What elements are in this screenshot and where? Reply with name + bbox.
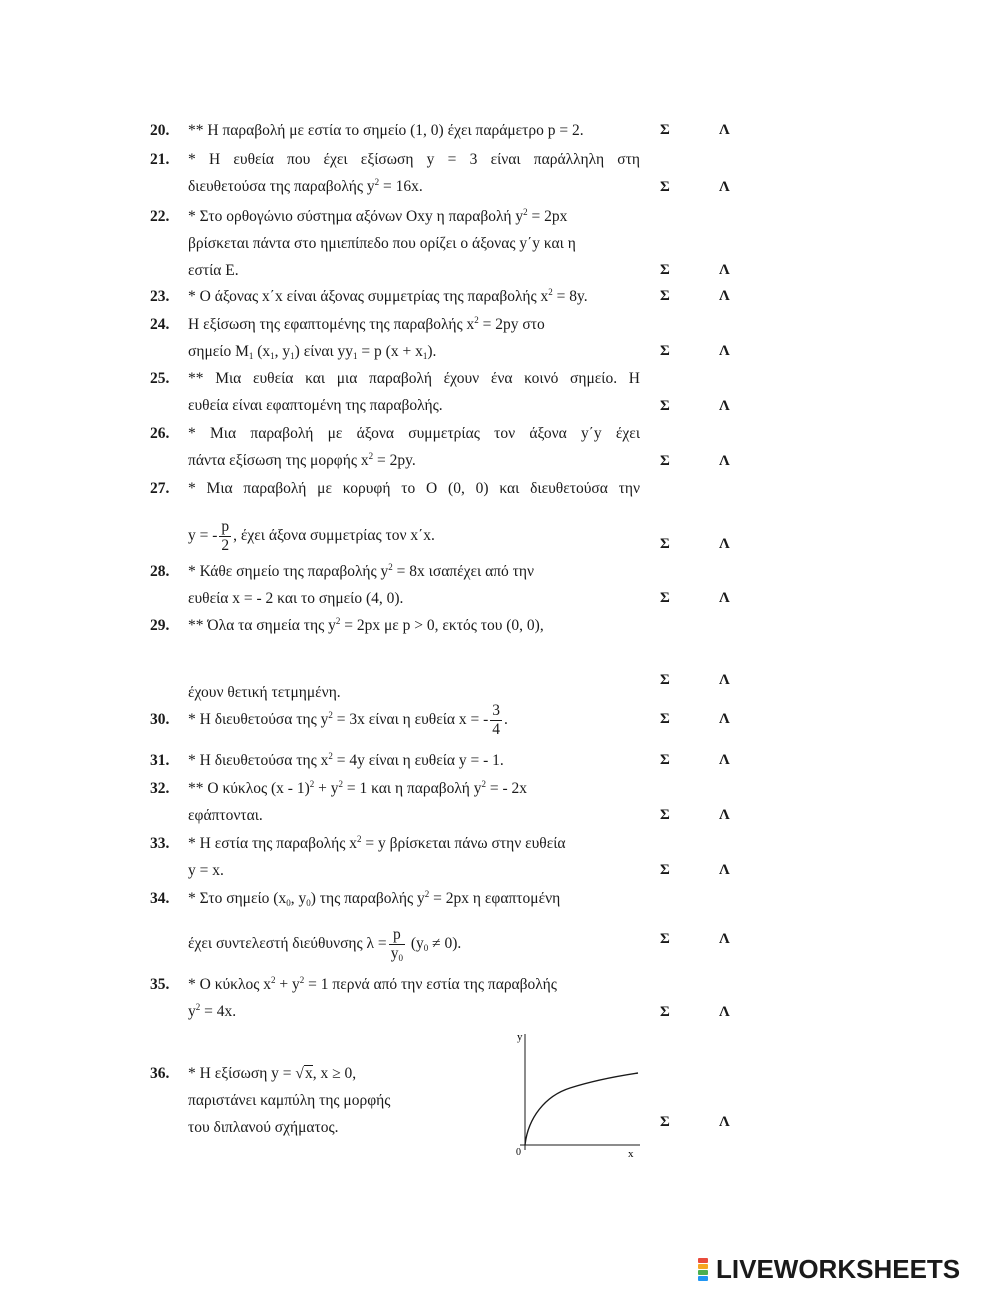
exponent: 2 (368, 451, 374, 461)
false-option-31[interactable]: Λ (719, 752, 730, 768)
true-option-27[interactable]: Σ (660, 536, 670, 552)
question-number: 30. (150, 711, 170, 728)
question-text: ** Η παραβολή με εστία το σημείο (1, 0) έχει παράμετρο p = 2. (188, 122, 584, 139)
question-text: ** Ο κύκλος (x - 1) (188, 780, 310, 797)
question-text: * Ο κύκλος x (188, 976, 272, 993)
question-text: * Η διευθετούσα της y (188, 711, 329, 728)
question-text: * Κάθε σημείο της παραβολής y (188, 563, 389, 580)
question-number: 22. (150, 208, 170, 225)
fraction (389, 926, 405, 963)
question-text: + y (314, 780, 339, 797)
false-option-21[interactable]: Λ (719, 179, 730, 195)
question-text-line: * Μια παραβολή με άξονα συμμετρίας τον άξονα y΄y έχει (188, 425, 640, 442)
question-text-line: * Η ευθεία που έχει εξίσωση y = 3 είναι παράλληλη στη (188, 151, 640, 168)
question-text: = 8x ισαπέχει από την (392, 563, 534, 580)
exponent: 2 (328, 710, 333, 720)
true-option-29[interactable]: Σ (660, 672, 670, 688)
subscript: 1 (270, 351, 275, 361)
question-text: = y βρίσκεται πάνω στην ευθεία (361, 835, 566, 852)
true-option-23[interactable]: Σ (660, 288, 670, 304)
question-text: πάντα εξίσωση της μορφής x (188, 452, 369, 469)
fraction-denominator-text: y (390, 944, 399, 962)
question-text: = 2py στο (478, 316, 545, 333)
false-option-24[interactable]: Λ (719, 343, 730, 359)
exponent: 2 (523, 207, 528, 217)
exponent: 2 (271, 975, 276, 985)
false-option-27[interactable]: Λ (719, 536, 730, 552)
exponent: 2 (481, 779, 487, 789)
question-text: * Στο ορθογώνιο σύστημα αξόνων Oxy η παραβολή y (188, 208, 524, 225)
true-option-22[interactable]: Σ (660, 262, 670, 278)
false-option-26[interactable]: Λ (719, 453, 730, 469)
question-text: = 2py. (373, 452, 416, 469)
exponent: 2 (335, 616, 341, 626)
false-option-34[interactable]: Λ (719, 931, 730, 947)
exponent: 2 (328, 751, 333, 761)
question-text-line: εστία Ε. (188, 262, 239, 279)
exponent: 2 (309, 779, 315, 789)
fraction-denominator: 2 (221, 536, 230, 554)
question-text: ) είναι yy (294, 343, 354, 360)
true-option-31[interactable]: Σ (660, 752, 670, 768)
question-text: * Η εστία της παραβολής x (188, 835, 357, 852)
question-text-line: εφάπτονται. (188, 807, 263, 824)
subscript: 0 (286, 898, 291, 908)
question-text: = 16x. (379, 178, 423, 195)
question-number: 31. (150, 752, 170, 769)
false-option-22[interactable]: Λ (719, 262, 730, 278)
true-option-26[interactable]: Σ (660, 453, 670, 469)
subscript: 1 (422, 351, 428, 361)
sqrt-graph (500, 1028, 650, 1158)
true-option-30[interactable]: Σ (660, 711, 670, 727)
exponent: 2 (548, 287, 553, 297)
question-number: 28. (150, 563, 170, 580)
true-option-35[interactable]: Σ (660, 1004, 670, 1020)
exponent: 2 (424, 889, 430, 899)
exponent: 2 (195, 1002, 201, 1012)
fraction-numerator: 3 (492, 701, 501, 719)
question-text: * Η εξίσωση y = (188, 1065, 292, 1082)
true-option-28[interactable]: Σ (660, 590, 670, 606)
question-text: , έχει άξονα συμμετρίας τον x΄x. (233, 527, 435, 544)
fraction-numerator: p (389, 926, 405, 945)
question-text: (x (253, 343, 271, 360)
question-text: = 2px (527, 208, 568, 225)
question-number: 36. (150, 1065, 170, 1082)
question-text: = 1 περνά από την εστία της παραβολής (304, 976, 557, 993)
fraction-numerator: p (221, 517, 230, 535)
question-text: = 1 και η παραβολή y (343, 780, 482, 797)
true-option-20[interactable]: Σ (660, 122, 670, 138)
false-option-20[interactable]: Λ (719, 122, 730, 138)
y-axis-label: y (517, 1031, 523, 1043)
question-number: 35. (150, 976, 170, 993)
fraction-denominator: 4 (492, 720, 501, 738)
false-option-32[interactable]: Λ (719, 807, 730, 823)
true-option-24[interactable]: Σ (660, 343, 670, 359)
x-axis-label: x (628, 1148, 634, 1158)
question-number: 29. (150, 617, 170, 634)
exponent: 2 (474, 315, 479, 325)
question-text: , y (274, 343, 291, 360)
question-number: 32. (150, 780, 170, 797)
exponent: 2 (338, 779, 344, 789)
question-number: 26. (150, 425, 170, 442)
logo-mark-icon (698, 1258, 712, 1280)
question-text: , y (290, 890, 307, 907)
question-number: 25. (150, 370, 170, 387)
question-text: * Η διευθετούσα της x (188, 752, 329, 769)
question-text: * Στο σημείο (x (188, 890, 287, 907)
question-text: διευθετούσα της παραβολής y (188, 178, 375, 195)
exponent: 2 (357, 834, 362, 844)
question-number: 34. (150, 890, 170, 907)
exponent: 2 (388, 562, 393, 572)
question-text: , x ≥ 0, (312, 1065, 357, 1082)
false-option-29[interactable]: Λ (719, 672, 730, 688)
question-text-line: έχουν θετική τετμημένη. (188, 684, 341, 701)
false-option-25[interactable]: Λ (719, 398, 730, 414)
question-text: y (188, 1003, 196, 1020)
question-text: σημείο Μ (188, 343, 249, 360)
question-number: 33. (150, 835, 170, 852)
question-text: ≠ 0). (428, 935, 462, 952)
false-option-36[interactable]: Λ (719, 1114, 730, 1130)
fraction (490, 702, 502, 739)
true-option-21[interactable]: Σ (660, 179, 670, 195)
false-option-35[interactable]: Λ (719, 1004, 730, 1020)
true-option-33[interactable]: Σ (660, 862, 670, 878)
exponent: 2 (299, 975, 305, 985)
question-text: + y (275, 976, 300, 993)
sqrt-curve (525, 1073, 638, 1145)
question-number: 23. (150, 288, 170, 305)
question-text-line: * Μια παραβολή με κορυφή το Ο (0, 0) και διευθετούσα την (188, 480, 640, 497)
question-text: = 3x είναι η ευθεία x = - (332, 711, 489, 728)
exponent: 2 (374, 177, 380, 187)
true-option-25[interactable]: Σ (660, 398, 670, 414)
true-option-32[interactable]: Σ (660, 807, 670, 823)
question-text-line: ευθεία είναι εφαπτομένη της παραβολής. (188, 397, 443, 414)
sqrt-radicand: x (304, 1065, 313, 1082)
question-text: ). (427, 343, 437, 360)
subscript: 1 (353, 351, 358, 361)
subscript: 1 (290, 351, 295, 361)
question-text: = 2px η εφαπτομένη (429, 890, 561, 907)
logo-text: LIVEWORKSHEETS (716, 1254, 961, 1284)
question-text: = 4y είναι η ευθεία y = - 1. (332, 752, 504, 769)
question-text: = - 2x (486, 780, 528, 797)
false-option-28[interactable]: Λ (719, 590, 730, 606)
true-option-34[interactable]: Σ (660, 931, 670, 947)
question-text: y = - (188, 527, 218, 544)
subscript: 1 (248, 351, 254, 361)
fraction-denominator (389, 945, 405, 963)
question-number: 27. (150, 480, 170, 497)
false-option-23[interactable]: Λ (719, 288, 730, 304)
question-text: Η εξίσωση της εφαπτομένης της παραβολής x (188, 316, 475, 333)
question-number: 24. (150, 316, 170, 333)
question-text: ** Όλα τα σημεία της y (188, 617, 336, 634)
question-text: = 8y. (552, 288, 588, 305)
worksheet-page: 20. ** Η παραβολή με εστία το σημείο (1, 0) έχει παράμετρο p = 2. Σ Λ 21. * Η ευθεία που έχει εξίσωση y = 3 είναι παράλληλη στη διευθετούσα της παραβολής $y^2 = 16x$. Σ Λ 22. * Στο ορθογώνιο σύστημα αξόνων Oxy η παραβολή $y^2 = 2px$ βρίσκεται πάντα στο ημιεπίπεδο που ορίζει ο άξονας y΄y και η εστία Ε. Σ Λ 23. * Ο άξονας x΄x είναι άξονας συμμετρίας της παραβολής $x^2 = 8y$. Σ Λ 24. Η εξίσωση της εφαπτομένης της παραβολής $x^2 = 2py$ στο σημείο $M_1$ ($x_1$, $y_1$) είναι $yy_1 = p$ $(x + x_1)$. Σ Λ 25. ** Μια ευθεία και μια παραβολή έχουν ένα κοινό σημείο. Η ευθεία είναι εφαπτομένη της παραβολής. Σ Λ 26. * Μια παραβολή με άξονα συμμετρίας τον άξονα y΄y έχει πάντα εξίσωση της μορφής $x^2 = 2py$. Σ Λ 27. * Μια παραβολή με κορυφή το Ο (0, 0) και διευθετούσα την y = - $\frac{p}{2}$ , έχει άξονα συμμετρίας τον x΄x. Σ Λ 28. * Κάθε σημείο της παραβολής $y^2 = 8x$ ισαπέχει από την ευθεία x = - 2 και το σημείο (4, 0). Σ Λ 29. ** Όλα τα σημεία της $y^2 = 2px$ με p > 0, εκτός του (0, 0), έχουν θετική τετμημένη. Σ Λ 30. * Η διευθετούσα της $y^2 = 3x$ είναι η ευθεία x = - $\frac{3}{4}$ . Σ Λ 31. * Η διευθετούσα της $x^2 = 4y$ είναι η ευθεία y = - 1. Σ Λ 32. ** Ο κύκλος $(x - 1)^2 + y^2 = 1$ και η παραβολή $y^2$ = - 2x εφάπτονται. Σ Λ 33. * Η εστία της παραβολής $x^2 = y$ βρίσκεται πάνω στην ευθεία y = x. Σ Λ 34. * Στο σημείο ($x_0$, $y_0$) της παραβολής $y^2 = 2px$ η εφαπτομένη έχει συντελεστή διεύθυνσης λ = $\frac{p}{y_0}$ $(y_0 \ne 0)$. Σ Λ 35. * Ο κύκλος $x^2 + y^2 = 1$ περνά από την εστία της παραβολής $y^2 = 4x$. Σ Λ 36. * Η εξίσωση y = √x, x ≥ 0, παριστάνει καμπύλη της μορφής του διπλανού σχήματος. Σ Λ y x 0 LIVEWORKSHEETS (0, 0, 1000, 1291)
question-text: . (504, 711, 508, 728)
question-text-line: y = x. (188, 862, 224, 879)
question-text: (y (406, 935, 424, 952)
question-text: ) της παραβολής y (310, 890, 425, 907)
true-option-36[interactable]: Σ (660, 1114, 670, 1130)
question-text: = p (x + x (357, 343, 423, 360)
question-text-line: ** Μια ευθεία και μια παραβολή έχουν ένα κοινό σημείο. Η (188, 370, 640, 387)
origin-label: 0 (516, 1147, 521, 1158)
subscript: 0 (306, 898, 311, 908)
question-text-line: παριστάνει καμπύλη της μορφής (188, 1092, 391, 1109)
question-number: 21. (150, 151, 170, 168)
question-number: 20. (150, 122, 170, 139)
subscript: 0 (423, 943, 429, 953)
question-text: = 2px με p > 0, εκτός του (0, 0), (340, 617, 544, 634)
fraction (219, 518, 231, 555)
question-text-line: ευθεία x = - 2 και το σημείο (4, 0). (188, 590, 404, 607)
question-text: = 4x. (200, 1003, 237, 1020)
subscript: 0 (398, 952, 403, 963)
false-option-30[interactable]: Λ (719, 711, 730, 727)
question-text-line: του διπλανού σχήματος. (188, 1119, 339, 1136)
question-text: έχει συντελεστή διεύθυνσης λ = (188, 935, 387, 952)
question-text-line: βρίσκεται πάντα στο ημιεπίπεδο που ορίζει ο άξονας y΄y και η (188, 235, 576, 252)
question-text: * Ο άξονας x΄x είναι άξονας συμμετρίας της παραβολής x (188, 288, 549, 305)
false-option-33[interactable]: Λ (719, 862, 730, 878)
